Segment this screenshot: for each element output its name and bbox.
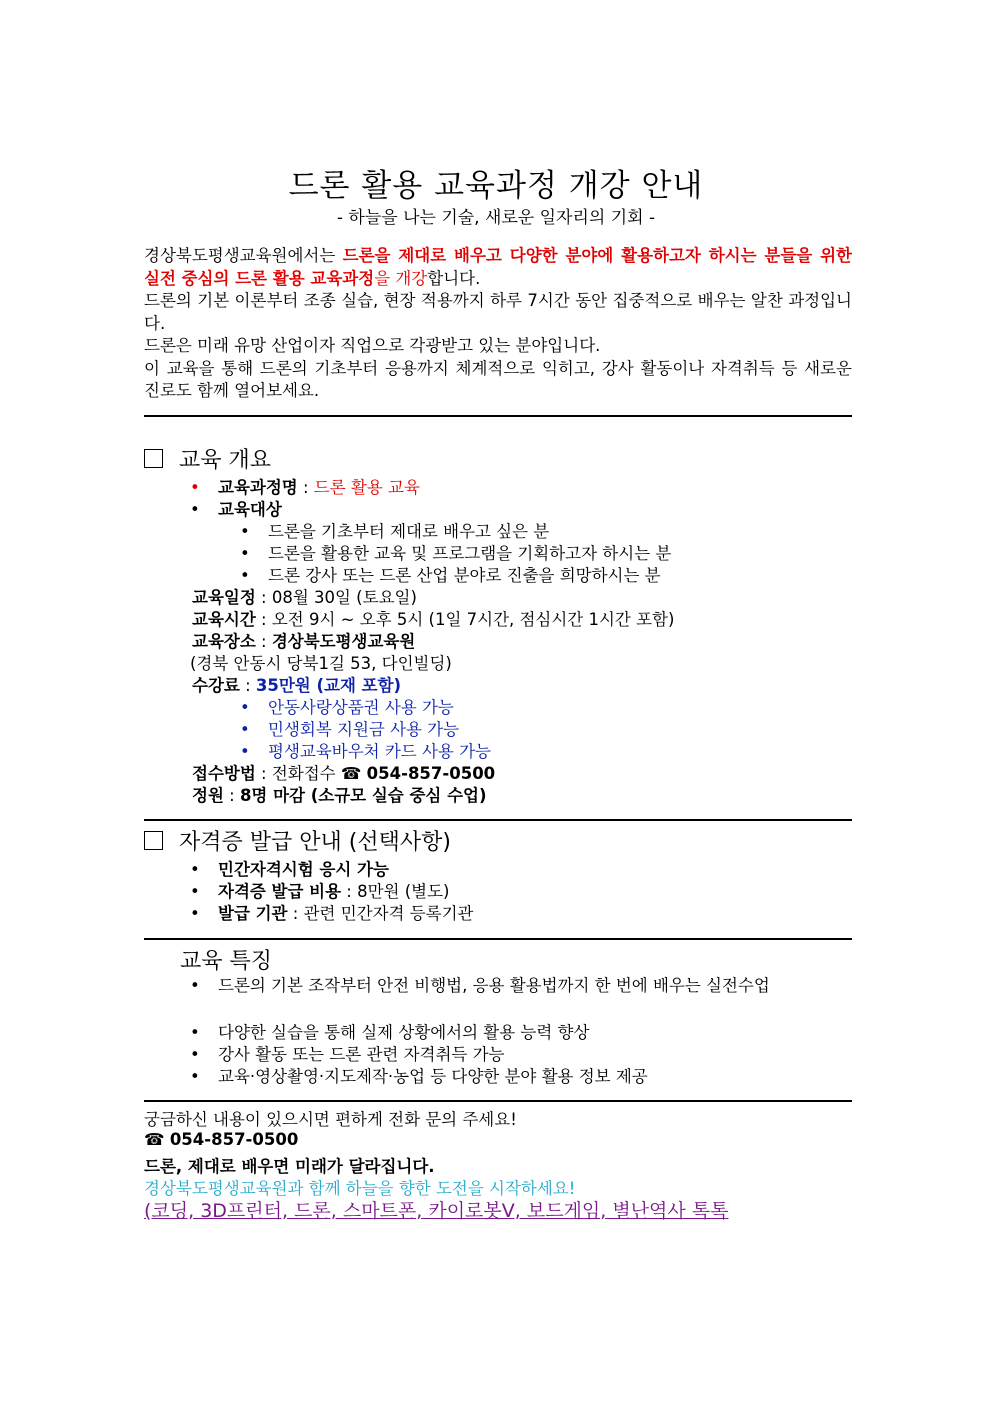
intro-paragraph (144, 245, 852, 403)
checkbox-square-icon (144, 449, 163, 468)
feature-item-text: 강사 활동 또는 드론 관련 자격취득 가능 (218, 1045, 505, 1064)
date-value: 08월 30일 (토요일) (271, 588, 417, 607)
bullet-icon: • (240, 522, 250, 541)
intro-p4: 이 교육을 통해 드론의 기초부터 응용까지 체계적으로 익히고, 강사 활동이나 자격취득 등 새로운 진로도 함께 열어보세요. (144, 358, 852, 400)
certificate-item-label: 민간자격시험 응시 가능 (218, 860, 389, 879)
bullet-icon: • (240, 720, 250, 739)
date-label: 교육일정 (192, 588, 256, 607)
footer-phone-row (144, 1130, 298, 1149)
feature-item (190, 975, 852, 997)
bullet-icon: • (190, 1045, 200, 1064)
divider (144, 1100, 852, 1102)
course-value: 드론 활용 교육 (313, 478, 420, 497)
feature-item (190, 1063, 648, 1087)
feature-item (190, 1019, 589, 1043)
capacity-row: 정원 : 8명 마감 (소규모 실습 중심 수업) (192, 786, 487, 805)
bullet-icon: • (240, 566, 250, 585)
bullet-icon: • (190, 860, 200, 879)
feature-item-text: 드론의 기본 조작부터 안전 비행법, 응용 활용법까지 한 번에 배우는 실전수업 (218, 976, 770, 995)
cta-text: 경상북도평생교육원과 함께 하늘을 향한 도전을 시작하세요! (144, 1179, 576, 1198)
divider (144, 415, 852, 417)
bullet-icon: • (240, 544, 250, 563)
bullet-icon: • (240, 698, 250, 717)
certificate-item-value: 8만원 (별도) (357, 882, 450, 901)
apply-value: 전화접수 (271, 764, 336, 783)
fee-label: 수강료 (192, 676, 240, 695)
certificate-item-label: 자격증 발급 비용 (218, 882, 342, 901)
target-label: 교육대상 (218, 500, 282, 519)
feature-item-text: 다양한 실습을 통해 실제 상황에서의 활용 능력 향상 (218, 1023, 590, 1042)
overview-heading (144, 443, 271, 474)
place-address: (경북 안동시 당북1길 53, 다인빌딩) (190, 654, 452, 673)
fee-option (240, 716, 459, 740)
programs-link[interactable]: (코딩, 3D프린터, 드론, 스마트폰, 카이로봇V, 보드게임, 별난역사 톡톡 (144, 1200, 729, 1222)
fee-option-text: 민생회복 지원금 사용 가능 (268, 720, 460, 739)
bullet-icon: • (190, 500, 200, 519)
slogan-text: 드론, 제대로 배우면 미래가 달라집니다. (144, 1157, 435, 1176)
bullet-icon: • (190, 882, 200, 901)
certificate-heading (144, 825, 451, 856)
bullet-icon: • (240, 742, 250, 761)
page-title: 드론 활용 교육과정 개강 안내 (288, 168, 704, 204)
target-item-text: 드론을 기초부터 제대로 배우고 싶은 분 (268, 522, 550, 541)
bullet-icon: • (190, 904, 200, 923)
bullet-icon: • (190, 1023, 200, 1042)
certificate-item-label: 발급 기관 (218, 904, 288, 923)
target-item-text: 드론 강사 또는 드론 산업 분야로 진출을 희망하시는 분 (268, 566, 661, 585)
page-subtitle: - 하늘을 나는 기술, 새로운 일자리의 기회 - (336, 208, 656, 228)
place-value: 경상북도평생교육원 (271, 632, 416, 651)
target-item (240, 562, 661, 586)
apply-label: 접수방법 (192, 764, 256, 783)
capacity-label: 정원 (192, 786, 224, 805)
apply-phone: 054-857-0500 (366, 764, 496, 783)
capacity-value: 8명 마감 (소규모 실습 중심 수업) (239, 786, 487, 805)
phone-icon: ☎ (144, 1130, 165, 1149)
course-name-row: • 교육과정명 : 드론 활용 교육 (190, 478, 420, 497)
overview-heading-text: 교육 개요 (179, 448, 272, 473)
intro-p1-suffix: 합니다. (427, 268, 481, 288)
certificate-item (190, 856, 389, 880)
fee-option-text: 평생교육바우처 카드 사용 가능 (268, 742, 491, 761)
fee-option (240, 738, 491, 762)
intro-p3: 드론은 미래 유망 산업이자 직업으로 각광받고 있는 분야입니다. (144, 336, 601, 355)
bullet-icon: • (190, 976, 200, 995)
target-item (240, 540, 671, 564)
bullet-icon: • (190, 478, 200, 497)
intro-highlight-plain: 을 개강 (374, 268, 428, 288)
intro-p2: 드론의 기본 이론부터 조종 실습, 현장 적용까지 하루 7시간 동안 집중적으로 배우는 알찬 과정입니다. (144, 291, 853, 333)
phone-icon: ☎ (340, 764, 362, 783)
checkbox-square-icon (144, 831, 163, 850)
divider (144, 819, 852, 821)
bullet-icon: • (190, 1067, 200, 1086)
fee-row: 수강료 : 35만원 (교재 포함) (192, 676, 402, 695)
features-heading: 교육 특징 (180, 949, 273, 974)
feature-item (190, 1041, 505, 1065)
divider (144, 938, 852, 940)
target-row (190, 496, 282, 520)
fee-option (240, 694, 454, 718)
fee-option-text: 안동사랑상품권 사용 가능 (268, 698, 454, 717)
time-label: 교육시간 (192, 610, 256, 629)
feature-item-text: 교육·영상촬영·지도제작·농업 등 다양한 분야 활용 정보 제공 (218, 1067, 648, 1086)
time-row: 교육시간 : 오전 9시 ~ 오후 5시 (1일 7시간, 점심시간 1시간 포함) (192, 610, 675, 629)
certificate-item: • 자격증 발급 비용 : 8만원 (별도) (190, 882, 450, 901)
fee-value: 35만원 (교재 포함) (255, 676, 402, 695)
time-value: 오전 9시 ~ 오후 5시 (1일 7시간, 점심시간 1시간 포함) (271, 610, 675, 629)
certificate-item-value: 관련 민간자격 등록기관 (303, 904, 474, 923)
certificate-item: • 발급 기관 : 관련 민간자격 등록기관 (190, 904, 474, 923)
place-row: 교육장소 : 경상북도평생교육원 (192, 632, 416, 651)
intro-p1-prefix: 경상북도평생교육원에서는 (144, 246, 343, 265)
target-item (240, 518, 549, 542)
date-row: 교육일정 : 08월 30일 (토요일) (192, 588, 417, 607)
course-label: 교육과정명 (218, 478, 298, 497)
place-label: 교육장소 (192, 632, 256, 651)
footer-phone: 054-857-0500 (169, 1130, 299, 1149)
intro-highlight-bold: 드론을 제대로 배우고 다양한 분야에 활용하고자 하시는 분들을 위한 실전 중심의 드론 활용 교육과정 (144, 246, 853, 288)
certificate-heading-text: 자격증 발급 안내 (선택사항) (179, 830, 451, 855)
inquiry-text: 궁금하신 내용이 있으시면 편하게 전화 문의 주세요! (144, 1110, 517, 1129)
target-item-text: 드론을 활용한 교육 및 프로그램을 기획하고자 하시는 분 (268, 544, 672, 563)
apply-row: 접수방법 : 전화접수 ☎ 054-857-0500 (192, 764, 496, 783)
